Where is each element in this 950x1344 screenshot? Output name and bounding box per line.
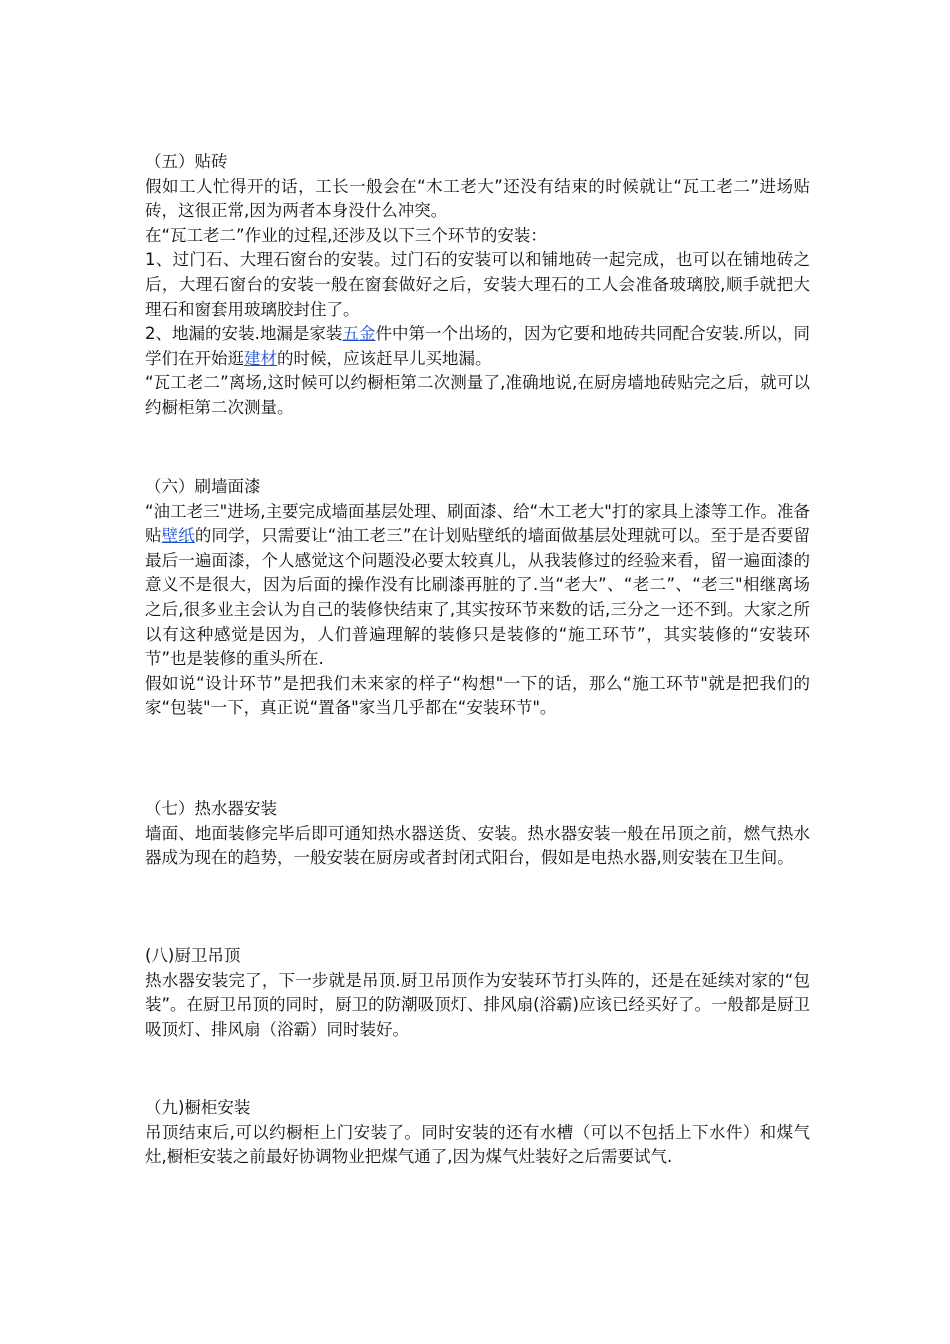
section-heading: （五）贴砖 xyxy=(145,152,228,171)
paragraph: 1、过门石、大理石窗台的安装。过门石的安装可以和铺地砖一起完成，也可以在铺地砖之后，大理石窗台的安装一般在窗套做好之后，安装大理石的工人会准备玻璃胶,顺手就把大理石和窗套用玻璃胶封住了。 xyxy=(145,250,810,319)
section-heading: （六）刷墙面漆 xyxy=(145,477,261,496)
paragraph: 假如工人忙得开的话，工长一般会在“木工老大”还没有结束的时候就让“瓦工老二”进场贴砖，这很正常,因为两者本身没什么冲突。 xyxy=(145,176,810,221)
link-hardware[interactable]: 五金 xyxy=(342,324,376,344)
paragraph: 在“瓦工老二”作业的过程,还涉及以下三个环节的安装： xyxy=(145,225,547,245)
paragraph-floor-drain xyxy=(145,322,810,371)
paragraph: 热水器安装完了，下一步就是吊顶.厨卫吊顶作为安装环节打头阵的，还是在延续对家的“包装”。在厨卫吊顶的同时，厨卫的防潮吸顶灯、排风扇(浴霸)应该已经买好了。一般都是厨卫吸顶灯、排风扇（浴霸）同时装好。 xyxy=(145,970,810,1039)
paragraph: “瓦工老二”离场,这时候可以约橱柜第二次测量了,准确地说,在厨房墙地砖贴完之后，就可以约橱柜第二次测量。 xyxy=(145,373,810,417)
text-span: “油工老三"进场,主要完成墙面基层处理、刷面漆、给“木工老大"打的家具上漆等工作。准备贴 xyxy=(145,501,810,546)
section-cabinet xyxy=(145,1096,810,1170)
link-building-materials[interactable]: 建材 xyxy=(244,348,277,368)
section-heading: （七）热水器安装 xyxy=(145,799,277,818)
section-wall-paint xyxy=(145,475,810,721)
text-span: 件中第一个出场的，因为它要和地砖共同配合安装.所以，同学们在开始逛 xyxy=(145,324,810,368)
section-heading: (八)厨卫吊顶 xyxy=(145,946,241,965)
paragraph: 墙面、地面装修完毕后即可通知热水器送货、安装。热水器安装一般在吊顶之前，燃气热水器成为现在的趋势，一般安装在厨房或者封闭式阳台，假如是电热水器,则安装在卫生间。 xyxy=(145,823,810,868)
paragraph: 假如说“设计环节”是把我们未来家的样子“构想"一下的话，那么“施工环节"就是把我们的家“包装"一下，真正说“置备"家当几乎都在“安装环节"。 xyxy=(145,673,810,718)
paragraph: 吊顶结束后,可以约橱柜上门安装了。同时安装的还有水槽（可以不包括上下水件）和煤气灶,橱柜安装之前最好协调物业把煤气通了,因为煤气灶装好之后需要试气. xyxy=(145,1122,810,1167)
text-span: 的时候，应该赶早儿买地漏。 xyxy=(277,348,492,368)
text-span: 的同学，只需要让“油工老三”在计划贴壁纸的墙面做基层处理就可以。至于是否要留最后一遍面漆，个人感觉这个问题没必要太较真儿，从我装修过的经验来看，留一遍面漆的意义不是很大，因为后面的操作没有比刷漆再脏的了.当“老大”、“老二”、“老三"相继离场之后,很多业主会认为自己的装修快结束了,其实按环节来数的话,三分之一还不到。大家之所以有这种感觉是因为，人们普遍理解的装修只是装修的“施工环节”，其实装修的“安装环节”也是装修的重头所在. xyxy=(145,526,811,669)
section-tiling xyxy=(145,150,810,421)
section-heading: （九)橱柜安装 xyxy=(145,1098,251,1117)
section-water-heater xyxy=(145,797,810,871)
paragraph-paint xyxy=(145,500,810,672)
text-span: 2、地漏的安装.地漏是家装 xyxy=(145,324,343,344)
link-wallpaper[interactable]: 壁纸 xyxy=(161,526,195,546)
section-ceiling xyxy=(145,944,810,1042)
